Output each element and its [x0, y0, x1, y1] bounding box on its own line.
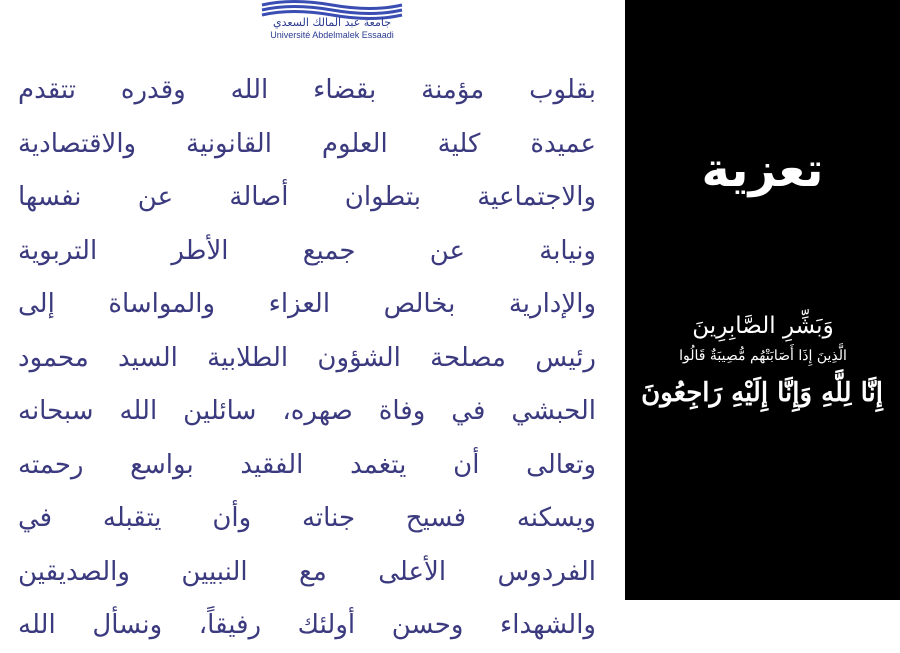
- logo-name-arabic: جامعة عبد المالك السعدي: [272, 16, 392, 29]
- message-line: والاجتماعية بتطوان أصالة عن نفسها: [18, 182, 596, 212]
- message-line: ونيابة عن جميع الأطر التربوية: [18, 235, 596, 266]
- quran-verse: [643, 308, 883, 418]
- message-line: بقلوب مؤمنة بقضاء الله وقدره تتقدم: [18, 75, 596, 105]
- logo-name-french: Université Abdelmalek Essaadi: [270, 30, 394, 40]
- message-line: وتعالى أن يتغمد الفقيد بواسع رحمته: [18, 449, 596, 480]
- verse-line-2: الَّذِينَ إِذَا أَصَابَتْهُم مُّصِيبَةٌ قَالُوا: [679, 348, 847, 364]
- message-line: والشهداء وحسن أولئك رفيقاً، ونسأل الله: [18, 610, 596, 640]
- message-line: رئيس مصلحة الشؤون الطلابية السيد محمود: [18, 342, 596, 373]
- message-line: الحبشي في وفاة صهره، سائلين الله سبحانه: [18, 396, 596, 426]
- message-line: عميدة كلية العلوم القانونية والاقتصادية: [18, 128, 596, 159]
- condolence-title-panel: [625, 0, 900, 600]
- message-body: [18, 64, 596, 653]
- message-line: والإدارية بخالص العزاء والمواساة إلى: [18, 289, 596, 319]
- university-logo: [252, 0, 412, 46]
- message-line: ويسكنه فسيح جناته وأن يتقبله في: [18, 503, 596, 533]
- message-line: الفردوس الأعلى مع النبيين والصديقين: [18, 556, 596, 587]
- condolence-title: تعزية: [701, 142, 824, 198]
- verse-line-3: إِنَّا لِلَّهِ وَإِنَّا إِلَيْهِ رَاجِعُونَ: [641, 378, 883, 408]
- verse-line-1: وَبَشِّرِ الصَّابِرِينَ: [692, 313, 834, 339]
